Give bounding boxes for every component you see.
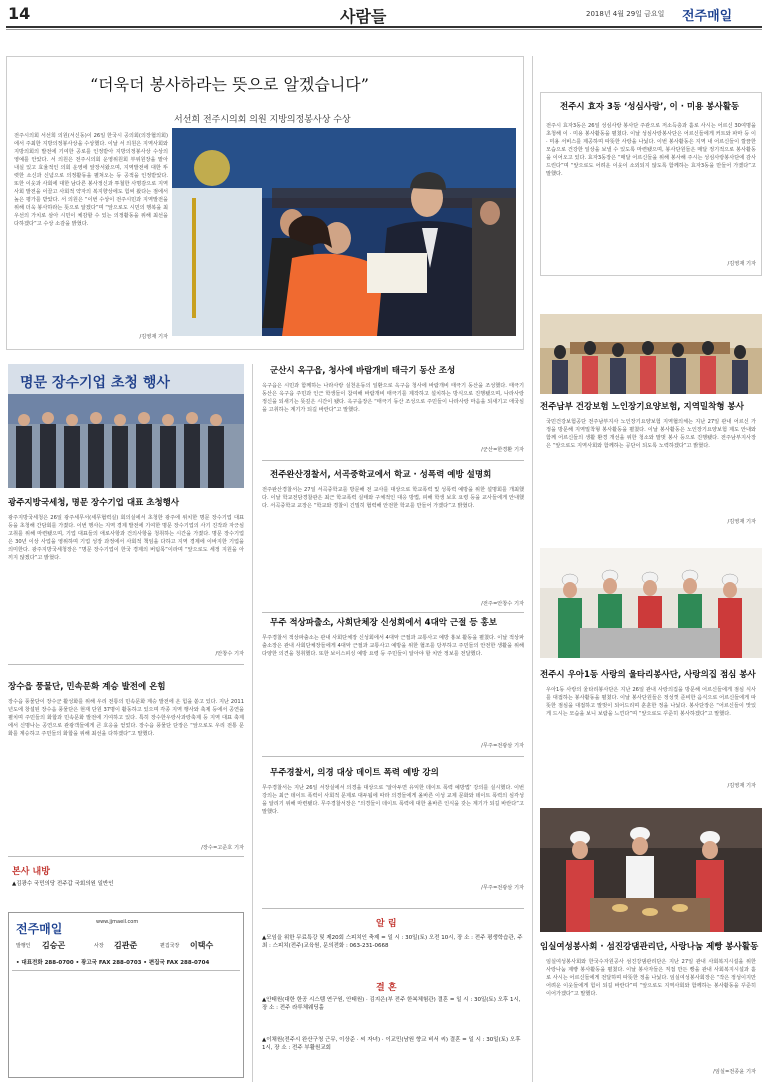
award-ceremony-photo: [172, 128, 516, 336]
kitchen-volunteers-photo: [540, 548, 762, 658]
article-heading: 군산시 옥구읍, 청사에 바람개비 태극기 동산 조성: [270, 366, 456, 376]
volunteers-group-photo: [540, 314, 762, 394]
masthead-publisher: 김승곤: [42, 941, 66, 950]
wedding-heading: 결 혼: [376, 983, 397, 993]
masthead-divider: [12, 970, 240, 971]
article-heading: 전주완산경찰서, 서곡중학교에서 학교 · 성폭력 예방 설명회: [270, 470, 492, 480]
feature-subtitle: 서선희 전주시의회 의원 지방의정봉사상 수상: [174, 115, 351, 125]
column-rule: [532, 56, 533, 1082]
column-divider: [262, 908, 524, 909]
article-heading: 전주남부 건강보험 노인장기요양보험, 지역밀착형 봉사: [540, 402, 744, 412]
header-rule-thin: [6, 29, 762, 30]
masthead-chief-label: 편집국장: [160, 943, 180, 949]
article-heading: 광주지방국세청, 명문 장수기업 대표 초청행사: [8, 498, 180, 508]
section-title: 사람들: [340, 7, 387, 26]
column-divider: [8, 664, 244, 665]
masthead-publisher-label: 발행인: [16, 943, 31, 949]
masthead-phones: • 대표전화 288-0700 • 광고국 FAX 288-0703 • 편집국 FAX 288-0704: [16, 960, 210, 966]
column-divider: [262, 460, 524, 461]
column-divider: [262, 756, 524, 757]
masthead-chief: 이택수: [190, 941, 214, 950]
header-brand: 전주매일: [682, 9, 733, 24]
article-byline: /임실=전종윤 기자: [713, 1069, 756, 1075]
notice-item: ▲모임을 위한 무료특강 및 제20회 스피치인 축제 = 일 시 : 30일(토) 오전 10시, 장 소 : 전주 평생학습관, 주 최 : 스피치(전주)교육원, 문의전화 : 063-231-0668: [262, 935, 523, 949]
header-rule: [6, 26, 762, 28]
article-body: 우아1동 사랑의 울타리봉사단은 지난 26일 관내 사랑의집을 방문해 어르신들에게 점심 식사를 대접하는 봉사활동을 펼쳤다. 이날 봉사단원들은 정성껏 준비한 음식으로 어르신들에게 따뜻한 점심을 대접하고 말벗이 되어드리며 훈훈한 정을 나눴다. 봉사단장은 “어르신들이 맛있게 드시는 모습을 보니 보람을 느낀다”며 “앞으로도 꾸준히 봉사하겠다”고 말했다.: [546, 687, 756, 717]
article-heading: 임실여성봉사회 · 섬진강댐관리단, 사랑나눔 제빵 봉사활동: [540, 942, 759, 952]
column-rule: [252, 364, 253, 1082]
article-byline: /김영재 기자: [727, 261, 756, 267]
visit-heading: 본사 내방: [12, 867, 50, 877]
masthead-brand: 전주매일: [16, 922, 63, 936]
column-divider: [262, 612, 524, 613]
issue-date: 2018년 4월 29일 금요일: [586, 10, 665, 18]
article-body: 국민건강보험공단 전주남부지사 노인장기요양보험 지역협의체는 지난 27일 관내 어르신 가정을 방문해 지역밀착형 봉사활동을 펼쳤다. 이날 봉사활동은 노인장기요양보험 제도 안내와 함께 어르신들의 생활 환경 개선을 위한 청소와 말벗 봉사 등으로 진행됐다. 전주남부지사장은 “앞으로도 지역사회와 함께하는 공단이 되도록 노력하겠다”고 밝혔다.: [546, 419, 756, 449]
feature-byline: /김영재 기자: [139, 334, 168, 340]
column-divider: [8, 856, 244, 857]
wedding-item: ▲이채원(전주시 완산구청 근무, 이상준 · 씨 자녀) · 이교민(남원 향교 비서 씨) 결혼 = 일 시 : 30일(토) 오후 1시, 장 소 : 전주 부활원교회: [262, 1037, 521, 1051]
article-byline: /김영재 기자: [727, 783, 756, 789]
article-body: 전주완산경찰서는 27일 서곡중학교를 방문해 전 교사를 대상으로 학교폭력 및 성폭력 예방을 위한 설명회를 개최했다. 이날 학교전담경찰관은 최근 학교폭력 실태와 구체적인 대응 방법, 피해 학생 보호 요령 등을 교사들에게 안내했다. 서곡중학교 교장은 “학교와 경찰이 긴밀히 협력해 안전한 학교를 만들어 가겠다”고 밝혔다.: [262, 487, 524, 509]
article-heading: 무주 적상파출소, 사회단체장 신성회에서 4대악 근절 등 홍보: [270, 618, 497, 628]
article-heading: 전주시 우아1동 사랑의 울타리봉사단, 사랑의집 점심 봉사: [540, 670, 756, 680]
page-number: 14: [8, 4, 31, 23]
article-heading: 무주경찰서, 의경 대상 데이트 폭력 예방 강의: [270, 768, 439, 778]
article-byline: /전주=안창수 기자: [481, 601, 524, 607]
bakery-volunteers-photo: [540, 808, 762, 932]
article-byline: /장수=고준호 기자: [201, 845, 244, 851]
masthead-url: www.jjmaeil.com: [96, 919, 139, 925]
article-byline: /무주=전광삼 기자: [481, 743, 524, 749]
article-body: 임실여성봉사회와 한국수자원공사 섬진강댐관리단은 지난 27일 관내 사회복지시설을 위한 사랑나눔 제빵 봉사활동을 펼쳤다. 이날 봉사자들은 직접 만든 빵을 관내 사회복지시설과 홀로 사시는 어르신들에게 전달하며 따뜻한 정을 나눴다. 임실여성봉사회장은 “작은 정성이지만 어려운 이웃들에게 힘이 되길 바란다”며 “앞으로도 지역사회와 함께하는 봉사활동을 꾸준히 이어가겠다”고 말했다.: [546, 959, 756, 997]
article-body: 장수읍 풍물단이 장수군 활성화를 위해 우리 전통의 민속문화 계승 발전에 온 힘을 쏟고 있다. 지난 2011년도에 창설된 장수읍 풍물단은 현재 단원 37명이 활동하고 있으며 각종 지역 행사와 축제 등에서 공연을 펼치며 주민들의 화합과 민속문화 발전에 기여하고 있다. 특히 장수한우랑사과랑축제 등 지역 대표 축제에서 신명나는 공연으로 관광객들에게 큰 호응을 얻었다. 장수읍 풍물단 단장은 “앞으로도 우리 전통 문화를 계승하고 주민들의 화합을 위해 최선을 다하겠다”고 말했다.: [8, 699, 244, 737]
wedding-item: ▲안태원(대한 한공 시스템 연구원, 안태원) · 김지은(부 전주 한복체험관) 결혼 = 일 시 : 30일(토) 오후 1시, 장 소 : 전주 라루체웨딩홀: [262, 997, 521, 1011]
feature-title: “더욱더 봉사하라는 뜻으로 알겠습니다”: [90, 75, 369, 94]
masthead-editor-label: 사장: [94, 943, 104, 949]
business-event-photo: [8, 364, 244, 488]
article-byline: /군산=한경환 기자: [481, 447, 524, 453]
article-byline: /김영재 기자: [727, 519, 756, 525]
article-body: 무주경찰서는 지난 26일 서장실에서 의경을 대상으로 ‘알아두면 유익한 데이트 폭력 예방법’ 강의를 실시했다. 이번 강의는 최근 데이트 폭력이 사회적 문제로 대두됨에 따라 의경들에게 올바른 이성 교제 문화와 데이트 폭력의 심각성을 알리기 위해 마련됐다. 무주경찰서장은 “의경들이 데이트 폭력에 대한 올바른 인식을 갖는 계기가 되길 바란다”고 말했다.: [262, 785, 524, 815]
article-heading: 전주시 효자 3동 ‘성심사랑’, 이 · 미용 봉사활동: [560, 102, 740, 112]
article-body: 전주시 효자3동은 26일 성심사랑 봉사단 주관으로 저소득층과 홀로 사시는 어르신 30여명을 초청해 이 · 미용 봉사활동을 펼쳤다. 이날 성심사랑봉사단은 어르신들에게 커트와 파마 등 이 · 미용 서비스를 제공하며 따뜻한 사랑을 나눴다. 이번 봉사활동은 지역 내 어르신들이 깔끔한 모습으로 건강한 일상을 보낼 수 있도록 마련됐으며, 봉사단원들은 매달 정기적으로 봉사활동을 이어오고 있다. 효자3동장은 “매달 어르신들을 위해 봉사해 주시는 성심사랑봉사단에 감사드린다”며 “앞으로도 어려운 이웃이 소외되지 않도록 함께하는 효자3동을 만들어 가겠다”고 말했다.: [546, 123, 756, 177]
notice-heading: 알 림: [376, 919, 397, 929]
article-byline: /무주=전광삼 기자: [481, 885, 524, 891]
article-body: 무주경찰서 적상파출소는 관내 사회단체장 신성회에서 4대악 근절과 교통사고 예방 홍보 활동을 펼쳤다. 이날 적상파출소장은 관내 사회단체장들에게 4대악 근절과 교통사고 예방을 위한 협조를 당부하고 주민들의 안전한 생활을 위해 다양한 의견을 청취했다. 또한 보이스피싱 예방 요령 등 주민들이 알아야 할 치안 정보를 전달했다.: [262, 635, 524, 657]
masthead-editor: 김관준: [114, 941, 138, 950]
visit-item: ▲김광수 국민의당 전주갑 국회의원 일반인: [12, 881, 114, 887]
article-body: 옥구읍은 시민과 함께하는 나라사랑 실천운동의 일환으로 옥구읍 청사에 바람개비 태극기 동산을 조성했다. 태극기 동산은 옥구읍 주민과 인근 학생들이 참여해 바람개비 태극기를 제작하고 설치하는 방식으로 진행됐으며, 나라사랑 정신을 되새기는 뜻깊은 시간이 됐다. 옥구읍장은 “태극기 동산 조성으로 주민들이 나라사랑 마음을 되새기고 애국심을 고취하는 계기가 되길 바란다”고 말했다.: [262, 383, 524, 413]
feature-body: 전주시의회 서선희 의원(서신동)이 26일 한국시 공의회(의장협의회)에서 주최한 지방의정봉사상을 수상했다. 이날 서 의원은 지역사회와 지방의회의 발전에 기여한 공로를 인정받아 지방의정봉사상 수상의 영예를 안았다. 서 의원은 전주시의회 운영위원회 부위원장을 맡아 내실 있고 효율적인 의회 운영에 앞장서왔으며, 지역발전에 대한 뚜렷한 소신과 신념으로 의정활동을 펼쳐오는 등 공적을 인정받았다. 또한 이웃과 사회에 대한 남다른 봉사정신과 투철한 사명감으로 지역사회 발전을 이끌고 사회적 약자의 복지향상에도 힘써 왔다는 점에서 높은 평가를 받았다. 서 의원은 “이번 수상이 전주시민과 지역발전을 위해 더욱 봉사하라는 뜻으로 알겠다”며 “앞으로도 시민의 행복을 최우선의 가치로 삼아 시민이 체감할 수 있는 의정활동을 위해 최선을 다하겠다”고 수상 소감을 밝혔다.: [14, 133, 168, 227]
article-body: 광주지방국세청은 26일 광주세무서(세무협력실) 회의실에서 초청한 광주에 위치한 명문 장수기업 대표 등을 초청해 간담회를 가졌다. 이번 행사는 지역 경제 발전에 기여한 명문 장수기업의 사기 진작과 자긍심 고취를 위해 마련됐으며, 기업 대표들의 애로사항과 건의사항을 청취하는 시간을 가졌다. 명문 장수기업은 30년 이상 사업을 영위하며 기업 성장 과정에서 사회적 책임을 다하고 지역 경제에 이바지한 기업을 의미한다. 광주지방국세청장은 “명문 장수기업이 한국 경제의 버팀목”이라며 “앞으로도 세정 지원을 아끼지 않겠다”고 밝혔다.: [8, 515, 244, 561]
event-banner-text: 명문 장수기업 초청 행사: [20, 375, 170, 391]
article-heading: 장수읍 풍물단, 민속문화 계승 발전에 온힘: [8, 682, 166, 692]
article-byline: /안창수 기자: [215, 651, 244, 657]
